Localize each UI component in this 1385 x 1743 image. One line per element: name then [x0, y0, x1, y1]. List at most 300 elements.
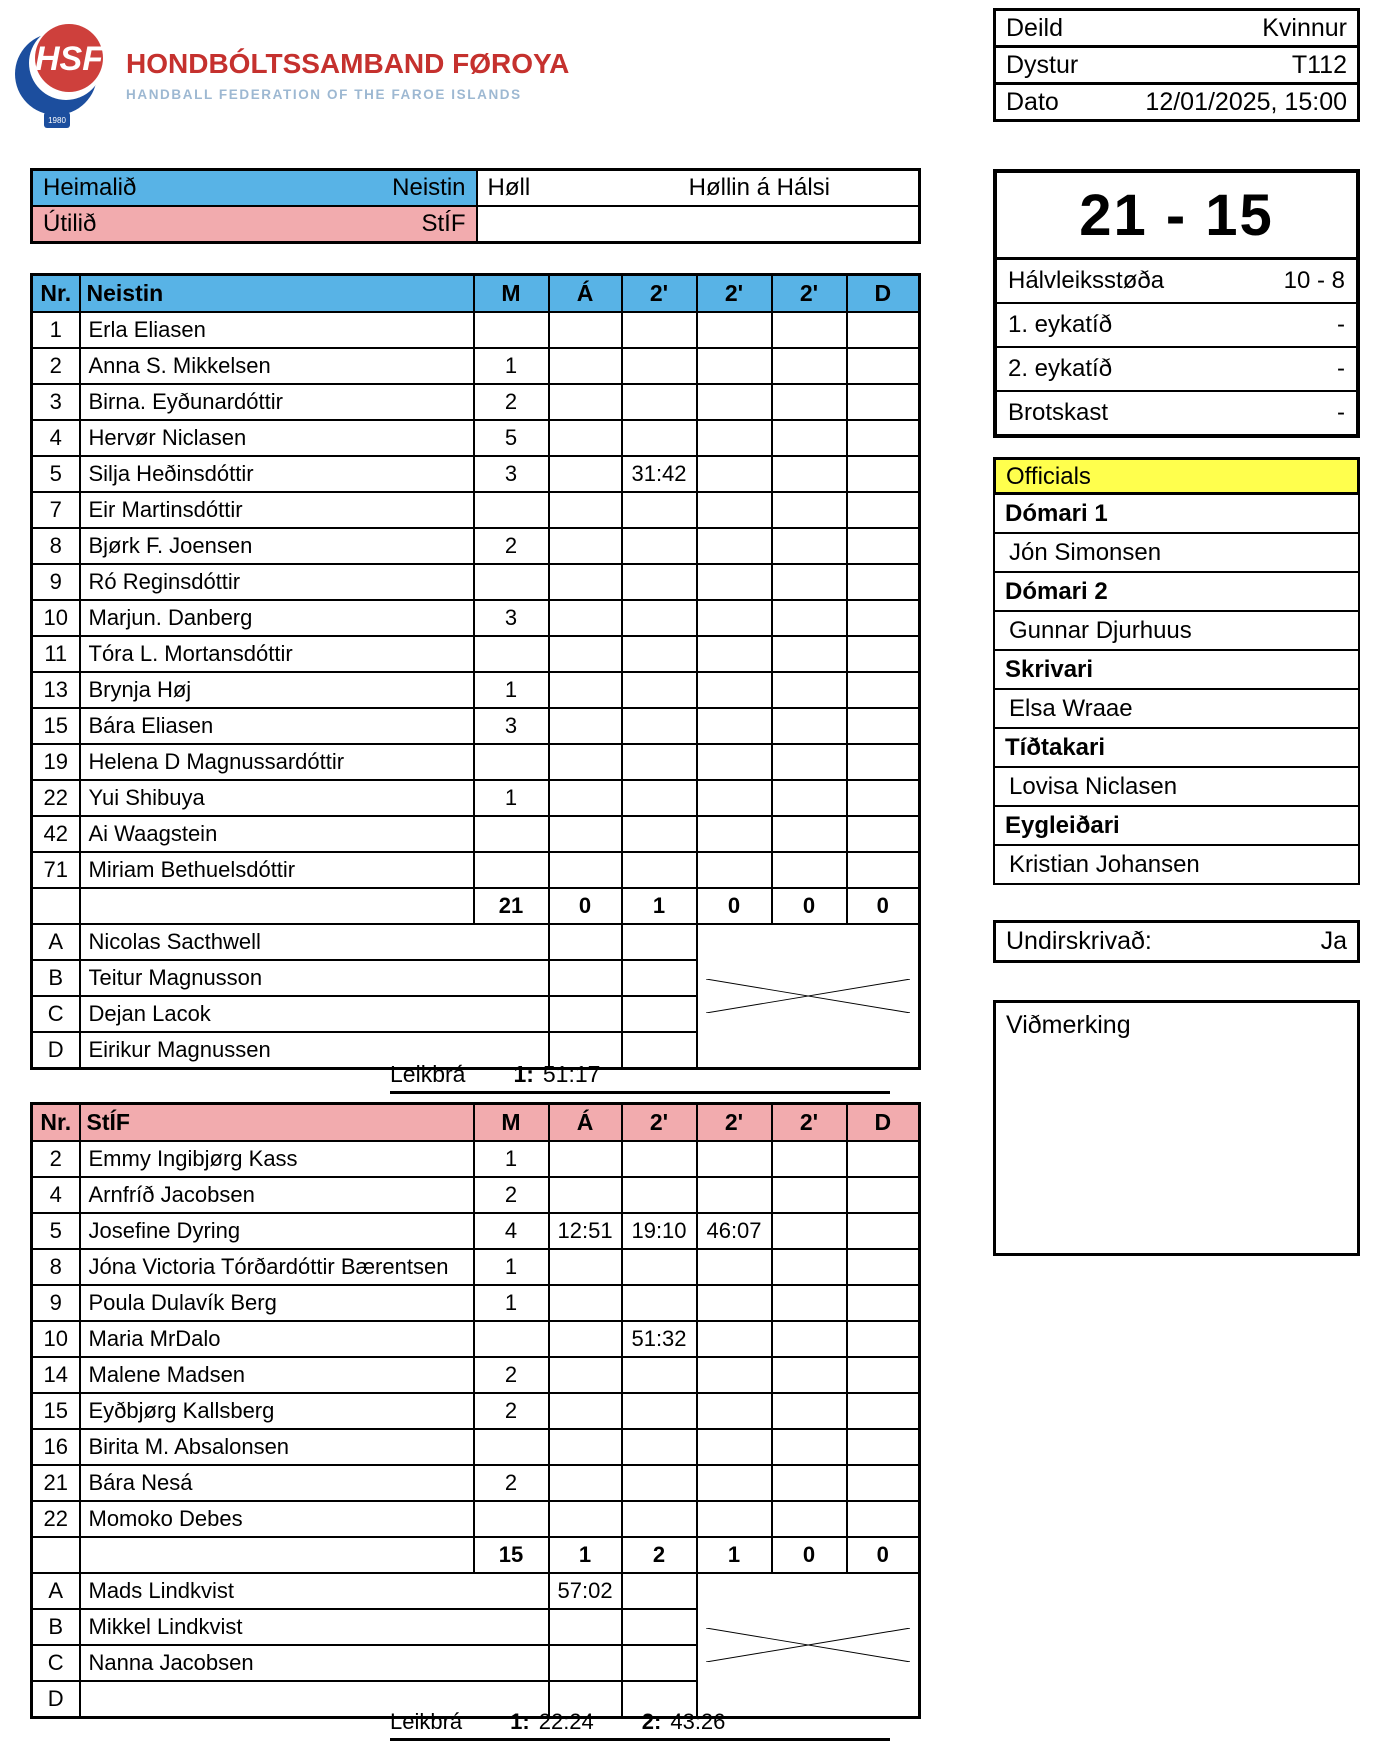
a-cell: [549, 1609, 622, 1645]
p2a-cell: 19:10: [622, 1213, 697, 1249]
d-cell: [847, 1177, 920, 1213]
a-cell: [549, 852, 622, 888]
match-info-row-deild: [993, 8, 1360, 48]
a-cell: [549, 1465, 622, 1501]
p2c-cell: [772, 1213, 847, 1249]
d-cell: [847, 1249, 920, 1285]
p2b-cell: [697, 384, 772, 420]
player-row: [32, 348, 920, 384]
name-cell: Momoko Debes: [80, 1501, 474, 1537]
d-cell: [847, 600, 920, 636]
a-cell: [549, 492, 622, 528]
dystur-value: T112: [1291, 50, 1347, 79]
player-row: [32, 672, 920, 708]
deild-value: Kvinnur: [1262, 13, 1347, 42]
officials-panel: [993, 457, 1360, 885]
name-cell: Bára Nesá: [80, 1465, 474, 1501]
p2a-cell: [622, 1501, 697, 1537]
warning-header: Á: [549, 1104, 622, 1142]
deild-label: Deild: [1006, 13, 1063, 42]
halftime-row: [997, 260, 1356, 304]
goals-header: M: [474, 1104, 549, 1142]
team-official-row: [32, 1573, 920, 1609]
m-cell: 2: [474, 1357, 549, 1393]
leikbra-value-2: 43:26: [670, 1709, 726, 1734]
hall-cell: [477, 170, 920, 207]
p2c-cell: [772, 852, 847, 888]
dystur-label: Dystur: [1006, 50, 1079, 79]
d-total: 0: [847, 1537, 920, 1573]
signed-value: Ja: [1320, 927, 1347, 955]
p2c-cell: [772, 1177, 847, 1213]
name-cell: Teitur Magnusson: [80, 960, 549, 996]
hall-empty-cell: [477, 206, 920, 243]
officials-header: Officials: [993, 457, 1360, 495]
overtime2-label: 2. eykatíð: [1008, 355, 1113, 382]
p2a-cell: [622, 960, 697, 996]
p2a-cell: [622, 852, 697, 888]
nr-cell: 16: [32, 1429, 80, 1465]
p2a-cell: [622, 348, 697, 384]
p2b-cell: [697, 708, 772, 744]
away-team-cell: [32, 206, 477, 243]
nr-cell: 4: [32, 1177, 80, 1213]
p2a-cell: [622, 1645, 697, 1681]
away-team-label: Útilið: [43, 210, 97, 237]
goals-header: M: [474, 275, 549, 313]
name-cell: Mikkel Lindkvist: [80, 1609, 549, 1645]
m-cell: 2: [474, 384, 549, 420]
d-cell: [847, 1465, 920, 1501]
nr-cell: [32, 1537, 80, 1573]
p2c-cell: [772, 1393, 847, 1429]
name-cell: Birna. Eyðunardóttir: [80, 384, 474, 420]
m-cell: [474, 816, 549, 852]
p2c-cell: [772, 708, 847, 744]
m-cell: 2: [474, 528, 549, 564]
d-cell: [847, 348, 920, 384]
d-cell: [847, 384, 920, 420]
p2b-cell: [697, 780, 772, 816]
p2a-cell: [622, 1465, 697, 1501]
match-info-row-dystur: [993, 45, 1360, 85]
remarks-panel: [993, 1000, 1360, 1256]
dato-value: 12/01/2025, 15:00: [1145, 87, 1347, 116]
d-cell: [847, 1321, 920, 1357]
a-cell: [549, 1285, 622, 1321]
name-cell: [80, 1537, 474, 1573]
player-row: [32, 780, 920, 816]
name-cell: Nicolas Sacthwell: [80, 924, 549, 960]
p2b-cell: 46:07: [697, 1213, 772, 1249]
p2a-cell: [622, 1609, 697, 1645]
nr-cell: 7: [32, 492, 80, 528]
leikbra-label: Leikbrá: [390, 1709, 463, 1734]
roster-table-home: [30, 273, 921, 1070]
player-row: [32, 708, 920, 744]
referee1-role: Dómari 1: [993, 493, 1360, 534]
player-row: [32, 420, 920, 456]
p2a-cell: [622, 1429, 697, 1465]
nr-cell: 22: [32, 1501, 80, 1537]
federation-header: [14, 12, 574, 132]
p2b-cell: [697, 312, 772, 348]
a-cell: [549, 1321, 622, 1357]
name-cell: Bjørk F. Joensen: [80, 528, 474, 564]
p2b-total: 1: [697, 1537, 772, 1573]
a-cell: [549, 1357, 622, 1393]
suspension2-header: 2': [697, 275, 772, 313]
a-cell: [549, 1249, 622, 1285]
a-cell: [549, 348, 622, 384]
p2a-cell: [622, 816, 697, 852]
suspension1-header: 2': [622, 1104, 697, 1142]
federation-subtitle: HANDBALL FEDERATION OF THE FAROE ISLANDS: [126, 87, 522, 102]
a-cell: [549, 816, 622, 852]
p2c-cell: [772, 600, 847, 636]
name-cell: Silja Heðinsdóttir: [80, 456, 474, 492]
d-cell: [847, 312, 920, 348]
nr-cell: 9: [32, 564, 80, 600]
team-official-row: [32, 924, 920, 960]
a-cell: [549, 1501, 622, 1537]
player-row: [32, 636, 920, 672]
name-cell: Anna S. Mikkelsen: [80, 348, 474, 384]
p2b-cell: [697, 1501, 772, 1537]
m-cell: [474, 744, 549, 780]
nr-cell: 10: [32, 1321, 80, 1357]
game-log-away: [390, 1709, 890, 1741]
p2c-cell: [772, 528, 847, 564]
m-cell: 5: [474, 420, 549, 456]
nr-cell: 13: [32, 672, 80, 708]
player-row: [32, 1177, 920, 1213]
player-row: [32, 816, 920, 852]
m-cell: 3: [474, 708, 549, 744]
overtime1-row: [997, 304, 1356, 348]
d-cell: [847, 636, 920, 672]
overtime1-value: -: [1337, 311, 1345, 338]
player-row: [32, 1501, 920, 1537]
player-row: [32, 1393, 920, 1429]
m-cell: 1: [474, 672, 549, 708]
p2a-cell: [622, 600, 697, 636]
player-row: [32, 600, 920, 636]
leikbra-label: Leikbrá: [390, 1061, 466, 1087]
observer-name: Kristian Johansen: [993, 844, 1360, 885]
p2b-cell: [697, 1465, 772, 1501]
disqualification-header: D: [847, 275, 920, 313]
m-cell: [474, 312, 549, 348]
dato-label: Dato: [1006, 87, 1059, 116]
nr-header: Nr.: [32, 1104, 80, 1142]
player-row: [32, 1357, 920, 1393]
m-cell: 1: [474, 1249, 549, 1285]
p2a-cell: [622, 528, 697, 564]
nr-cell: 14: [32, 1357, 80, 1393]
p2a-cell: [622, 420, 697, 456]
nr-cell: 71: [32, 852, 80, 888]
player-row: [32, 492, 920, 528]
p2c-cell: [772, 492, 847, 528]
p2a-cell: [622, 636, 697, 672]
p2a-cell: [622, 1032, 697, 1069]
d-cell: [847, 1213, 920, 1249]
p2a-cell: [622, 744, 697, 780]
p2c-cell: [772, 456, 847, 492]
game-log-home: [390, 1061, 890, 1094]
a-cell: [549, 420, 622, 456]
home-team-cell: [32, 170, 477, 207]
suspension3-header: 2': [772, 275, 847, 313]
a-cell: [549, 708, 622, 744]
a-cell: [549, 672, 622, 708]
overtime2-value: -: [1337, 355, 1345, 382]
name-cell: Erla Eliasen: [80, 312, 474, 348]
penalty-row: [997, 392, 1356, 434]
m-cell: 3: [474, 600, 549, 636]
name-cell: Maria MrDalo: [80, 1321, 474, 1357]
p2b-total: 0: [697, 888, 772, 924]
p2b-cell: [697, 744, 772, 780]
penalty-value: -: [1337, 399, 1345, 426]
m-cell: [474, 564, 549, 600]
p2b-cell: [697, 1285, 772, 1321]
nr-cell: 10: [32, 600, 80, 636]
p2c-total: 0: [772, 888, 847, 924]
name-cell: Jóna Victoria Tórðardóttir Bærentsen: [80, 1249, 474, 1285]
overtime1-label: 1. eykatíð: [1008, 311, 1113, 338]
score-panel: [993, 169, 1360, 438]
away-team-name: StÍF: [421, 210, 466, 237]
a-cell: [549, 996, 622, 1032]
p2c-cell: [772, 1249, 847, 1285]
player-row: [32, 1249, 920, 1285]
p2b-cell: [697, 1321, 772, 1357]
p2b-cell: [697, 528, 772, 564]
a-cell: [549, 960, 622, 996]
nr-cell: 5: [32, 1213, 80, 1249]
p2c-cell: [772, 348, 847, 384]
p2b-cell: [697, 1357, 772, 1393]
player-row: [32, 1141, 920, 1177]
nr-cell: 9: [32, 1285, 80, 1321]
p2a-cell: [622, 672, 697, 708]
a-cell: [549, 384, 622, 420]
nr-cell: 11: [32, 636, 80, 672]
d-cell: [847, 1429, 920, 1465]
p2c-cell: [772, 564, 847, 600]
name-cell: Josefine Dyring: [80, 1213, 474, 1249]
timekeeper-role: Tíðtakari: [993, 727, 1360, 768]
d-cell: [847, 1357, 920, 1393]
p2c-total: 0: [772, 1537, 847, 1573]
nr-cell: 21: [32, 1465, 80, 1501]
disqualification-header: D: [847, 1104, 920, 1142]
crossed-out-cells: [697, 924, 920, 1069]
p2c-cell: [772, 1141, 847, 1177]
nr-cell: 42: [32, 816, 80, 852]
roster-table-away: [30, 1102, 921, 1719]
p2c-cell: [772, 420, 847, 456]
p2c-cell: [772, 1429, 847, 1465]
m-cell: [474, 1429, 549, 1465]
warning-header: Á: [549, 275, 622, 313]
leikbra-value: 51:17: [542, 1061, 601, 1087]
player-row: [32, 456, 920, 492]
halftime-value: 10 - 8: [1283, 267, 1345, 294]
m-total: 21: [474, 888, 549, 924]
player-row: [32, 1285, 920, 1321]
d-cell: [847, 708, 920, 744]
referee2-name: Gunnar Djurhuus: [993, 610, 1360, 651]
d-cell: [847, 672, 920, 708]
m-cell: [474, 852, 549, 888]
hall-name: Høllin á Hálsi: [688, 174, 830, 201]
p2b-cell: [697, 1429, 772, 1465]
m-cell: [474, 636, 549, 672]
d-cell: [847, 1141, 920, 1177]
p2a-cell: [622, 1285, 697, 1321]
name-cell: Eyðbjørg Kallsberg: [80, 1393, 474, 1429]
p2a-cell: [622, 1573, 697, 1609]
p2a-cell: [622, 1141, 697, 1177]
p2b-cell: [697, 672, 772, 708]
player-row: [32, 528, 920, 564]
a-cell: [549, 564, 622, 600]
name-cell: Marjun. Danberg: [80, 600, 474, 636]
player-row: [32, 1213, 920, 1249]
letter-cell: B: [32, 960, 80, 996]
secretary-name: Elsa Wraae: [993, 688, 1360, 729]
p2c-cell: [772, 1321, 847, 1357]
d-cell: [847, 816, 920, 852]
observer-role: Eygleiðari: [993, 805, 1360, 846]
p2c-cell: [772, 1501, 847, 1537]
player-row: [32, 1429, 920, 1465]
name-cell: Poula Dulavík Berg: [80, 1285, 474, 1321]
p2b-cell: [697, 1177, 772, 1213]
d-cell: [847, 528, 920, 564]
a-cell: [549, 312, 622, 348]
a-cell: [549, 528, 622, 564]
hsf-logo-icon: [14, 14, 114, 132]
teams-table: [30, 168, 921, 244]
d-cell: [847, 492, 920, 528]
p2b-cell: [697, 852, 772, 888]
leikbra-key-2: 2:: [641, 1709, 662, 1734]
p2c-cell: [772, 1465, 847, 1501]
a-cell: [549, 780, 622, 816]
overtime2-row: [997, 348, 1356, 392]
nr-cell: 3: [32, 384, 80, 420]
name-cell: Yui Shibuya: [80, 780, 474, 816]
p2a-cell: [622, 1177, 697, 1213]
p2b-cell: [697, 1141, 772, 1177]
team-name-header: Neistin: [80, 275, 474, 313]
a-cell: 12:51: [549, 1213, 622, 1249]
a-cell: [549, 600, 622, 636]
p2a-cell: [622, 780, 697, 816]
nr-cell: 22: [32, 780, 80, 816]
p2a-total: 1: [622, 888, 697, 924]
name-cell: Emmy Ingibjørg Kass: [80, 1141, 474, 1177]
name-cell: Ró Reginsdóttir: [80, 564, 474, 600]
a-cell: [549, 1393, 622, 1429]
m-cell: 2: [474, 1465, 549, 1501]
p2b-cell: [697, 348, 772, 384]
referee2-role: Dómari 2: [993, 571, 1360, 612]
p2a-cell: [622, 492, 697, 528]
m-cell: 2: [474, 1177, 549, 1213]
suspension1-header: 2': [622, 275, 697, 313]
a-total: 0: [549, 888, 622, 924]
suspension3-header: 2': [772, 1104, 847, 1142]
a-cell: 57:02: [549, 1573, 622, 1609]
p2a-cell: [622, 384, 697, 420]
letter-cell: C: [32, 996, 80, 1032]
m-cell: 1: [474, 780, 549, 816]
name-cell: Mads Lindkvist: [80, 1573, 549, 1609]
d-cell: [847, 1393, 920, 1429]
federation-name: [126, 48, 569, 102]
a-cell: [549, 1429, 622, 1465]
d-cell: [847, 1501, 920, 1537]
totals-row: [32, 888, 920, 924]
nr-cell: 2: [32, 1141, 80, 1177]
d-cell: [847, 456, 920, 492]
letter-cell: A: [32, 924, 80, 960]
p2b-cell: [697, 1249, 772, 1285]
letter-cell: A: [32, 1573, 80, 1609]
leikbra-key-1: 1:: [510, 1709, 530, 1734]
name-cell: Bára Eliasen: [80, 708, 474, 744]
nr-cell: 8: [32, 528, 80, 564]
nr-cell: 2: [32, 348, 80, 384]
m-cell: 3: [474, 456, 549, 492]
a-cell: [549, 1645, 622, 1681]
name-cell: [80, 888, 474, 924]
crossed-out-cells: [697, 1573, 920, 1718]
roster-header-row: [32, 1104, 920, 1142]
p2a-total: 2: [622, 1537, 697, 1573]
d-cell: [847, 420, 920, 456]
name-cell: Tóra L. Mortansdóttir: [80, 636, 474, 672]
p2a-cell: [622, 564, 697, 600]
p2b-cell: [697, 564, 772, 600]
nr-cell: 19: [32, 744, 80, 780]
m-cell: [474, 492, 549, 528]
m-total: 15: [474, 1537, 549, 1573]
p2b-cell: [697, 1393, 772, 1429]
team-name-header: StÍF: [80, 1104, 474, 1142]
player-row: [32, 744, 920, 780]
p2a-cell: [622, 1249, 697, 1285]
m-cell: 4: [474, 1213, 549, 1249]
name-cell: Ai Waagstein: [80, 816, 474, 852]
secretary-role: Skrivari: [993, 649, 1360, 690]
p2c-cell: [772, 780, 847, 816]
name-cell: Helena D Magnussardóttir: [80, 744, 474, 780]
p2a-cell: [622, 312, 697, 348]
name-cell: Birita M. Absalonsen: [80, 1429, 474, 1465]
p2a-cell: [622, 996, 697, 1032]
player-row: [32, 1321, 920, 1357]
p2b-cell: [697, 420, 772, 456]
nr-header: Nr.: [32, 275, 80, 313]
nr-cell: 15: [32, 1393, 80, 1429]
a-cell: [549, 924, 622, 960]
